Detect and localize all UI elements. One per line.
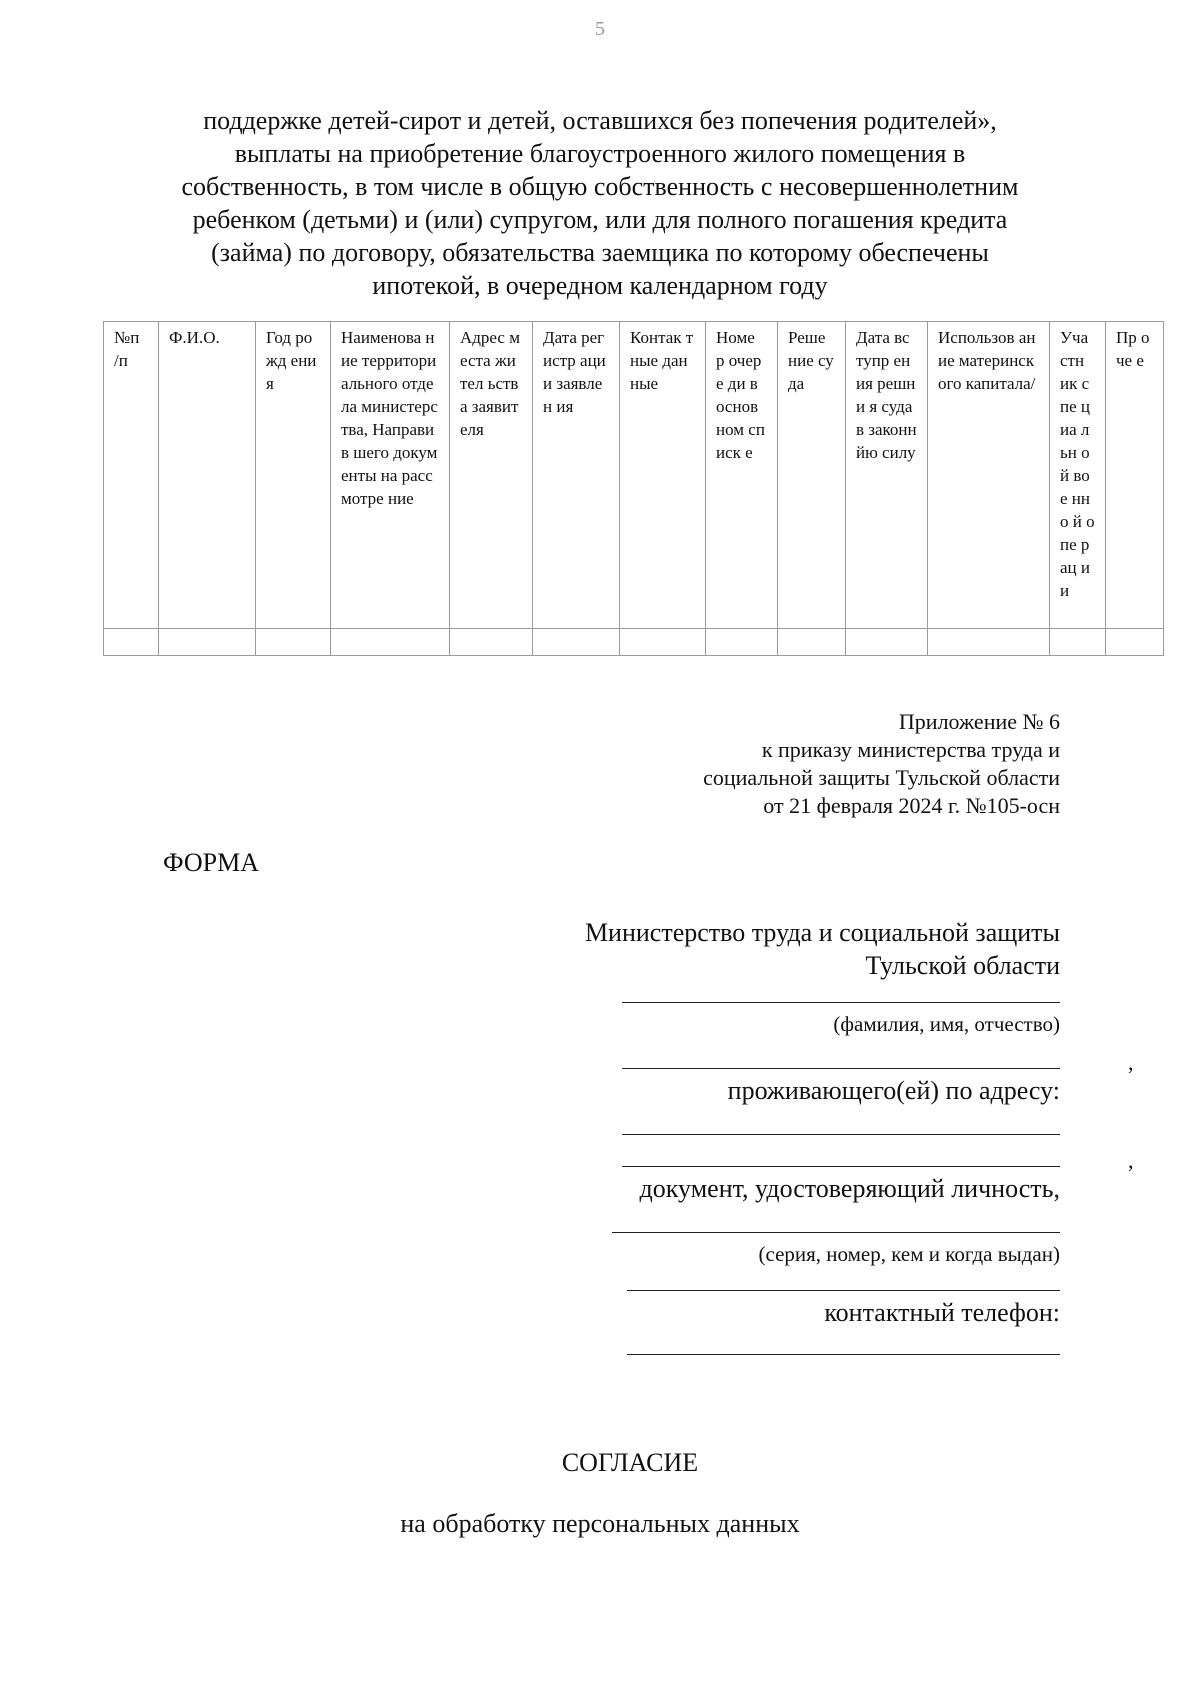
fio-caption: (фамилия, имя, отчество) (833, 1012, 1060, 1036)
header-other: Пр оче е (1106, 322, 1164, 629)
appendix-line: социальной защиты Тульской области (703, 765, 1060, 790)
document-label: документ, удостоверяющий личность, (639, 1174, 1060, 1203)
header-territorial-office: Наименова ние территори ального отдела министерс тва, Направив шего документы на рассмотре ние (331, 322, 450, 629)
header-court-decision: Реше ние суда (778, 322, 846, 629)
address-label: проживающего(ей) по адресу: (727, 1076, 1060, 1105)
heading-line: выплаты на приобретение благоустроенного жилого помещения в (234, 139, 966, 168)
header-fio: Ф.И.О. (159, 322, 256, 629)
appendix-line: Приложение № 6 (898, 709, 1060, 734)
header-birth-year: Год рожд ения (256, 322, 331, 629)
consent-title: СОГЛАСИЕ (561, 1448, 699, 1477)
header-address: Адрес места жител ьства заявит еля (450, 322, 533, 629)
comma: , (1128, 1050, 1134, 1075)
address-line-2[interactable] (622, 1166, 1060, 1167)
heading-line: ипотекой, в очередном календарном году (372, 271, 828, 300)
address-line-1[interactable] (622, 1134, 1060, 1135)
ministry-block (585, 916, 1060, 982)
header-contacts: Контак тные данные (620, 322, 706, 629)
form-label: ФОРМА (163, 848, 259, 877)
appendix-line: к приказу министерства труда и (761, 737, 1060, 762)
document-caption: (серия, номер, кем и когда выдан) (758, 1242, 1060, 1266)
header-decision-date: Дата вступр ения решни я суда в законн йю силу (846, 322, 928, 629)
document-heading (160, 104, 1040, 302)
phone-field-line[interactable] (627, 1354, 1060, 1355)
document-field-line[interactable] (612, 1232, 1060, 1233)
page-number: 5 (595, 18, 605, 40)
document-continuation-line[interactable] (627, 1290, 1060, 1291)
header-registration-date: Дата регистр ации заявлен ия (533, 322, 620, 629)
fio-field-line[interactable] (622, 1002, 1060, 1003)
header-number: №п /п (104, 322, 159, 629)
table-row (104, 629, 1164, 656)
phone-label: контактный телефон: (824, 1298, 1060, 1327)
heading-line: собственность, в том числе в общую собственность с несовершеннолетним (181, 172, 1019, 201)
table-header-row (104, 322, 1164, 629)
fio-continuation-line[interactable] (622, 1068, 1060, 1069)
appendix-line: от 21 февраля 2024 г. №105-осн (763, 793, 1060, 818)
register-table (103, 321, 1164, 656)
ministry-line: Министерство труда и социальной защиты (584, 918, 1060, 947)
ministry-line: Тульской области (865, 951, 1060, 980)
header-maternity-capital: Использов ание материнск ого капитала/ (928, 322, 1050, 629)
comma: , (1128, 1148, 1134, 1173)
header-military-operation: Уча стн ик спе циа льн ой вое нно й опе рац ии (1050, 322, 1106, 629)
appendix-block (703, 708, 1060, 820)
heading-line: (займа) по договору, обязательства заемщика по которому обеспечены (211, 238, 989, 267)
heading-line: поддержке детей-сирот и детей, оставшихся без попечения родителей», (203, 106, 997, 135)
header-queue-number: Номе р очере ди в основ ном списк е (706, 322, 778, 629)
heading-line: ребенком (детьми) и (или) супругом, или для полного погашения кредита (192, 205, 1008, 234)
consent-subtitle: на обработку персональных данных (400, 1509, 800, 1538)
